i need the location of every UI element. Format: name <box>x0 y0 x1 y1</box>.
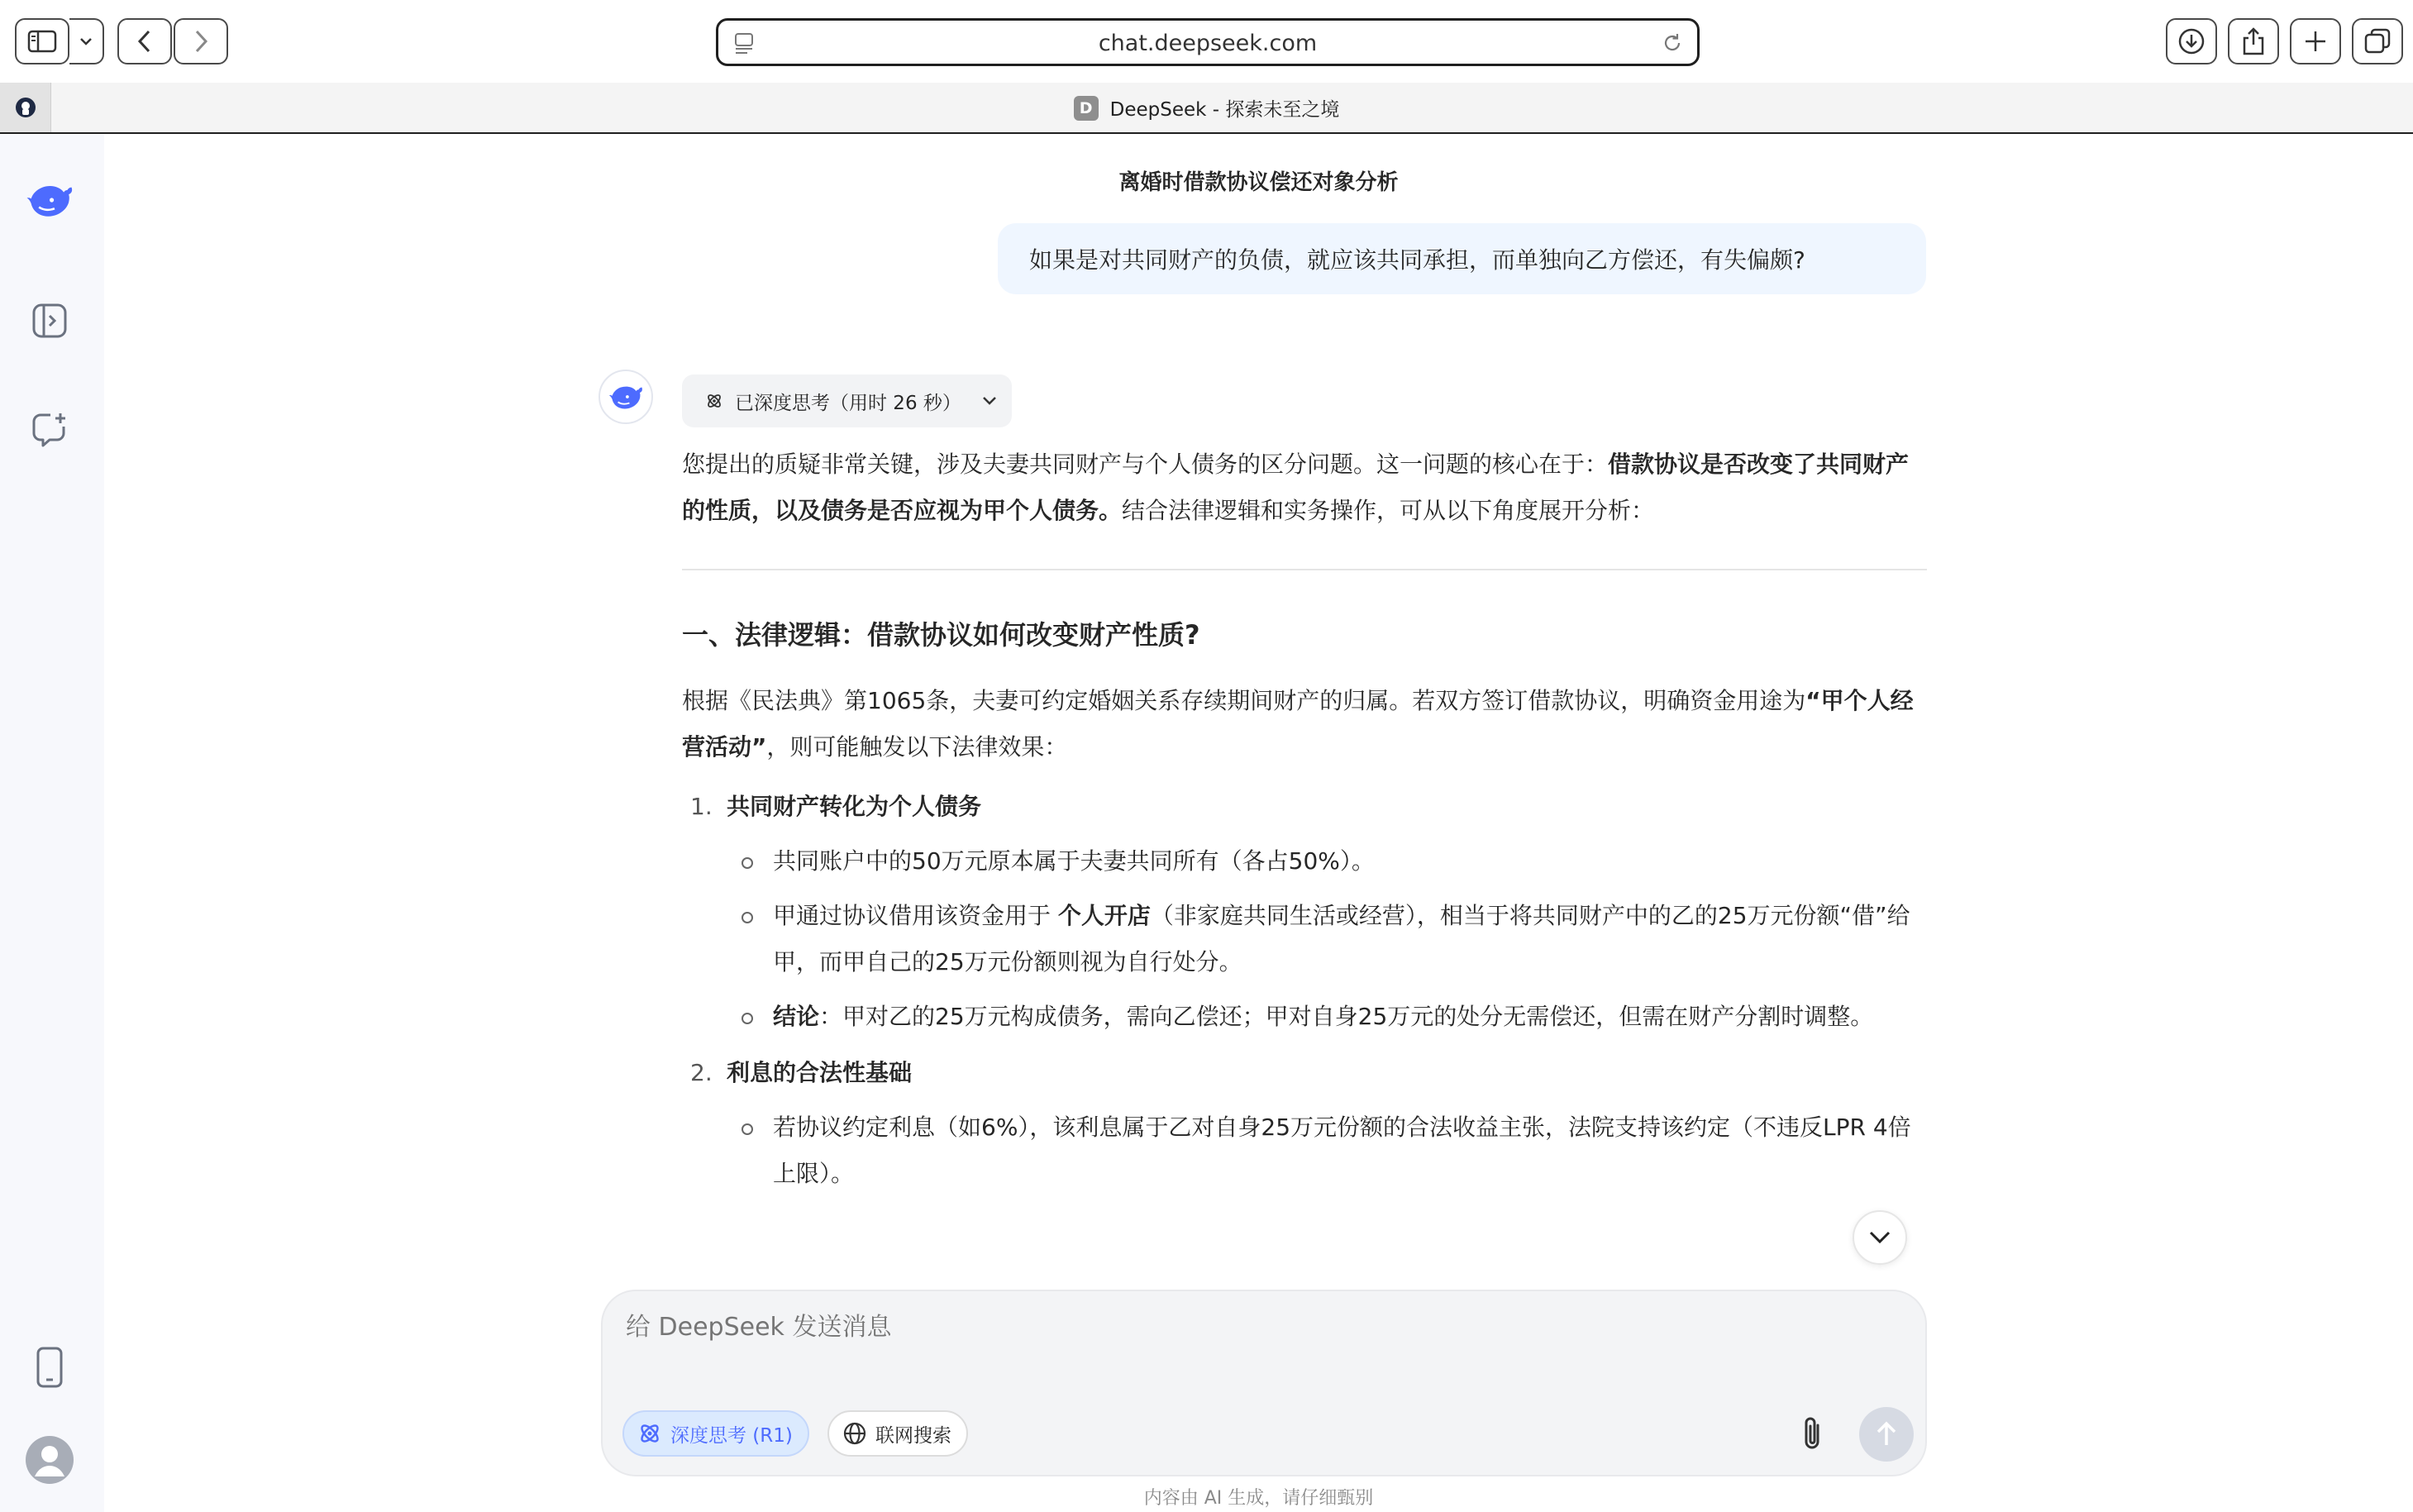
deep-think-r1-toggle[interactable] <box>622 1410 809 1457</box>
intro-tail: 结合法律逻辑和实务操作，可从以下角度展开分析： <box>1122 497 1655 524</box>
bullet <box>742 1123 753 1135</box>
back-button[interactable] <box>117 18 172 64</box>
bullet <box>742 857 753 869</box>
sidebar-icon <box>27 30 57 53</box>
address-bar[interactable] <box>716 18 1700 66</box>
tab-bar <box>0 83 2413 134</box>
chevron-down-icon <box>79 36 93 46</box>
sub-list-item <box>682 838 1927 885</box>
deepseek-logo[interactable] <box>25 175 74 225</box>
whale-logo-icon <box>25 177 74 223</box>
ai-disclaimer: 内容由 AI 生成，请仔细甄别 <box>1143 1488 1374 1509</box>
list-item <box>682 1050 1927 1096</box>
message-input[interactable] <box>626 1313 1783 1342</box>
app-sidebar <box>0 134 104 1512</box>
bullet-bold: 结论 <box>773 1003 820 1030</box>
chevron-down-icon <box>981 395 998 407</box>
list-number: 2. <box>690 1059 713 1086</box>
paperclip-icon <box>1800 1415 1824 1453</box>
new-chat-button[interactable] <box>25 405 74 455</box>
globe-icon <box>842 1421 867 1446</box>
tab-favicon: D <box>1074 96 1099 121</box>
tabs-icon <box>2363 27 2392 55</box>
mobile-app-button[interactable] <box>25 1343 74 1392</box>
paragraph-text: 根据《民法典》第1065条，夫妻可约定婚姻关系存续期间财产的归属。若双方签订借款协议，明确资金用途为 <box>682 687 1806 714</box>
new-chat-icon <box>31 411 69 449</box>
paragraph-tail: ，则可能触发以下法律效果： <box>766 733 1068 761</box>
list-item-title: 利息的合法性基础 <box>727 1059 913 1086</box>
section-paragraph <box>682 678 1927 770</box>
intro-text: 您提出的质疑非常关键，涉及夫妻共同财产与个人债务的区分问题。这一问题的核心在于： <box>682 451 1609 478</box>
atom-icon <box>705 392 723 410</box>
sidebar-toggle-button[interactable] <box>15 18 69 64</box>
sidebar-expand-icon <box>31 303 68 339</box>
active-tab[interactable] <box>0 94 2413 122</box>
web-search-label: 联网搜索 <box>875 1424 951 1447</box>
bullet-text: 共同账户中的50万元原本属于夫妻共同所有（各占50%）。 <box>773 847 1375 875</box>
deep-think-toggle[interactable] <box>682 374 1012 427</box>
url-text[interactable]: chat.deepseek.com <box>1098 31 1318 56</box>
chevron-down-icon <box>1867 1229 1892 1246</box>
bullet <box>742 912 753 923</box>
bullet-text-tail: （非家庭共同生活或经营），相当于将共同财产中的乙的25万元份额“借”给甲，而甲自己的25万元份额则视为自行处分。 <box>773 902 1910 975</box>
assistant-answer <box>682 441 1927 1197</box>
paragraph-bold: “甲个人经营活动” <box>682 687 1914 761</box>
atom-icon <box>637 1421 662 1446</box>
share-button[interactable] <box>2228 18 2279 64</box>
bullet-text: 甲通过协议借用该资金用于 <box>773 902 1058 929</box>
section-heading: 一、法律逻辑：借款协议如何改变财产性质? <box>682 619 1200 651</box>
tab-overview-button[interactable] <box>2352 18 2403 64</box>
list-number: 1. <box>690 793 713 820</box>
deep-think-label: 深度思考 (R1) <box>670 1424 793 1447</box>
chat-main <box>104 134 2413 1512</box>
browser-toolbar <box>0 0 2413 83</box>
think-label: 已深度思考（用时 26 秒） <box>735 392 961 414</box>
forward-button[interactable] <box>174 18 228 64</box>
send-button[interactable] <box>1859 1407 1914 1462</box>
intro-bold: 借款协议是否改变了共同财产的性质，以及债务是否应视为甲个人债务。 <box>682 451 1910 524</box>
sub-list-item <box>682 893 1927 985</box>
answer-intro <box>682 441 1927 534</box>
chevron-right-icon <box>193 29 209 54</box>
conversation-title[interactable]: 离婚时借款协议偿还对象分析 <box>1118 170 1399 195</box>
tab-title-text: DeepSeek - 探索未至之境 <box>1109 99 1340 121</box>
attach-file-button[interactable] <box>1793 1415 1831 1453</box>
reload-icon[interactable] <box>1661 31 1684 55</box>
list-item-title: 共同财产转化为个人债务 <box>727 793 982 820</box>
assistant-avatar <box>598 370 653 424</box>
chevron-left-icon <box>136 29 153 54</box>
list-item <box>682 784 1927 830</box>
bullet-text: 若协议约定利息（如6%），该利息属于乙对自身25万元份额的合法收益主张，法院支持该约定（不违反LPR 4倍上限）。 <box>773 1114 1911 1187</box>
user-avatar[interactable] <box>25 1435 74 1485</box>
open-sidebar-button[interactable] <box>25 296 74 346</box>
message-composer <box>601 1290 1927 1476</box>
plus-icon <box>2303 29 2328 54</box>
tab-group-menu-button[interactable] <box>69 18 104 64</box>
avatar-icon <box>25 1435 74 1485</box>
scroll-to-bottom-button[interactable] <box>1853 1210 1907 1265</box>
whale-logo-icon <box>608 382 644 412</box>
divider <box>682 569 1927 570</box>
download-icon <box>2177 27 2206 55</box>
sub-list-item <box>682 994 1927 1040</box>
web-search-toggle[interactable] <box>827 1410 968 1457</box>
phone-icon <box>36 1346 64 1389</box>
downloads-button[interactable] <box>2166 18 2217 64</box>
bullet <box>742 1013 753 1024</box>
sub-list-item <box>682 1104 1927 1197</box>
share-icon <box>2241 26 2266 56</box>
user-message: 如果是对共同财产的负债，就应该共同承担，而单独向乙方偿还，有失偏颇? <box>998 223 1926 294</box>
arrow-up-icon <box>1874 1420 1899 1448</box>
bullet-text: ：甲对乙的25万元构成债务，需向乙偿还；甲对自身25万元的处分无需偿还，但需在财产分割时调整。 <box>819 1003 1874 1030</box>
bullet-bold: 个人开店 <box>1057 902 1151 929</box>
new-tab-button[interactable] <box>2290 18 2341 64</box>
